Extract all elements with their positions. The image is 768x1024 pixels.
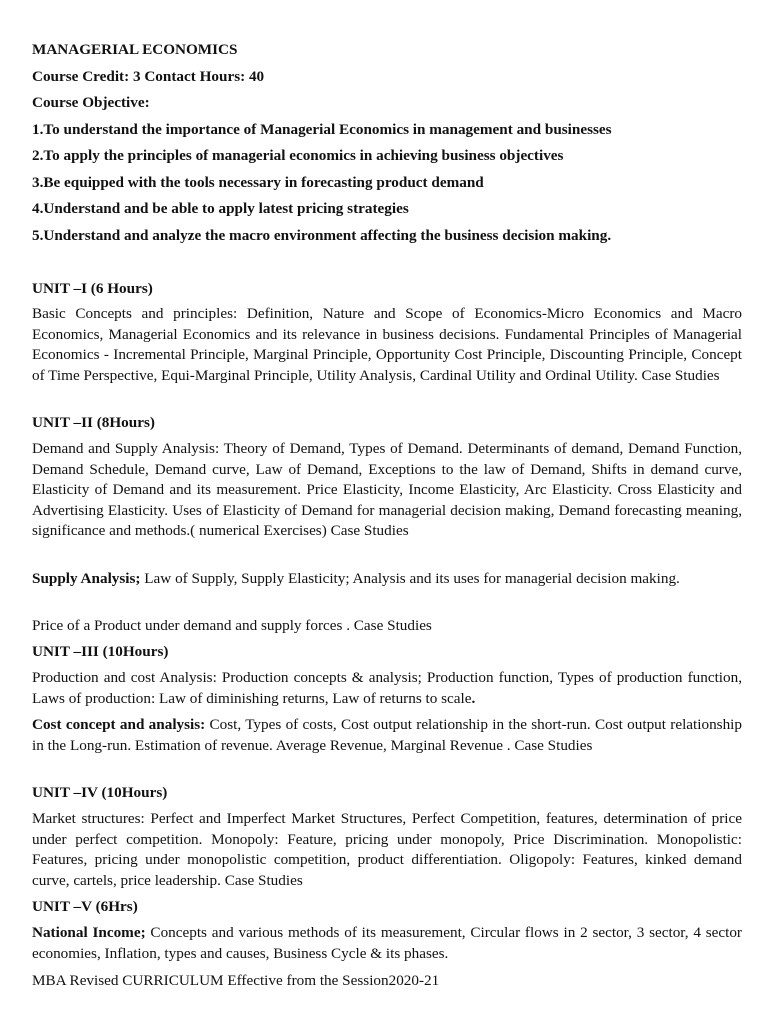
unit-3-period: . <box>471 689 476 707</box>
cost-concept-text: Cost, Types of costs, Cost output relationship in the short-run. Cost output relationship in the Long-run. Estimation of revenue. Average Revenue, Marginal Revenue . Case Studies <box>32 716 742 754</box>
cost-concept-lead: Cost concept and analysis: <box>32 716 206 733</box>
unit-4-text: Market structures: Perfect and Imperfect Market Structures, Perfect Competition, features, determination of price under perfect competition. Monopoly: Feature, pricing under monopoly, Price Discrimination. Monopolistic: Features, pricing under monopolistic competition, product differentiation. Oligopoly: Features, kinked demand curve, cartels, price leadership. Case Studies <box>32 810 742 889</box>
unit-2-text: Demand and Supply Analysis: Theory of Demand, Types of Demand. Determinants of demand, Demand Function, Demand Schedule, Demand curve, Law of Demand, Exceptions to the law of Demand, Shifts in demand curve, Elasticity of Demand and its measurement. Price Elasticity, Income Elasticity, Arc Elasticity. Cross Elasticity and Advertising Elasticity. Uses of Elasticity of Demand for managerial decision making, Demand forecasting meaning, significance and methods.( numerical Exercises) Case Studies <box>32 440 742 539</box>
national-income-text: Concepts and various methods of its measurement, Circular flows in 2 sector, 3 sector, 4 sector economies, Inflation, types and causes, Business Cycle & its phases. <box>32 924 742 962</box>
course-title: MANAGERIAL ECONOMICS <box>32 41 238 58</box>
objective-heading: Course Objective: <box>32 94 150 111</box>
supply-analysis-paragraph <box>32 569 742 590</box>
unit-3-body: Production and cost Analysis: Production concepts & analysis; Production function, Types of production function, Laws of production: Law of diminishing returns, Law of returns to scale <box>32 669 742 707</box>
objective-3: 3.Be equipped with the tools necessary in forecasting product demand <box>32 174 484 191</box>
unit-5-paragraph <box>32 923 742 964</box>
supply-analysis-text: Law of Supply, Supply Elasticity; Analysis and its uses for managerial decision making. <box>140 570 680 587</box>
unit-4-heading: UNIT –IV (10Hours) <box>32 784 168 801</box>
objective-4: 4.Understand and be able to apply latest pricing strategies <box>32 200 409 217</box>
course-credit: Course Credit: 3 Contact Hours: 40 <box>32 68 265 85</box>
unit-5-heading: UNIT –V (6Hrs) <box>32 898 138 915</box>
price-paragraph: Price of a Product under demand and supply forces . Case Studies <box>32 617 432 634</box>
objective-1: 1.To understand the importance of Managerial Economics in management and businesses <box>32 121 612 138</box>
cost-concept-paragraph <box>32 715 742 756</box>
unit-2-heading: UNIT –II (8Hours) <box>32 414 155 431</box>
national-income-lead: National Income; <box>32 924 146 941</box>
unit-1-text: Basic Concepts and principles: Definition, Nature and Scope of Economics-Micro Economics and Macro Economics, Managerial Economics and its relevance in business decisions. Fundamental Principles of Managerial Economics - Incremental Principle, Marginal Principle, Opportunity Cost Principle, Discounting Principle, Concept of Time Perspective, Equi-Marginal Principle, Utility Analysis, Cardinal Utility and Ordinal Utility. Case Studies <box>32 305 742 384</box>
page-footer: MBA Revised CURRICULUM Effective from the Session2020-21 <box>32 972 440 989</box>
unit-3-heading: UNIT –III (10Hours) <box>32 643 169 660</box>
unit-3-text <box>32 668 742 709</box>
objective-2: 2.To apply the principles of managerial economics in achieving business objectives <box>32 147 564 164</box>
supply-analysis-lead: Supply Analysis; <box>32 570 141 587</box>
unit-1-heading: UNIT –I (6 Hours) <box>32 280 153 297</box>
objective-5: 5.Understand and analyze the macro environment affecting the business decision making. <box>32 227 612 244</box>
